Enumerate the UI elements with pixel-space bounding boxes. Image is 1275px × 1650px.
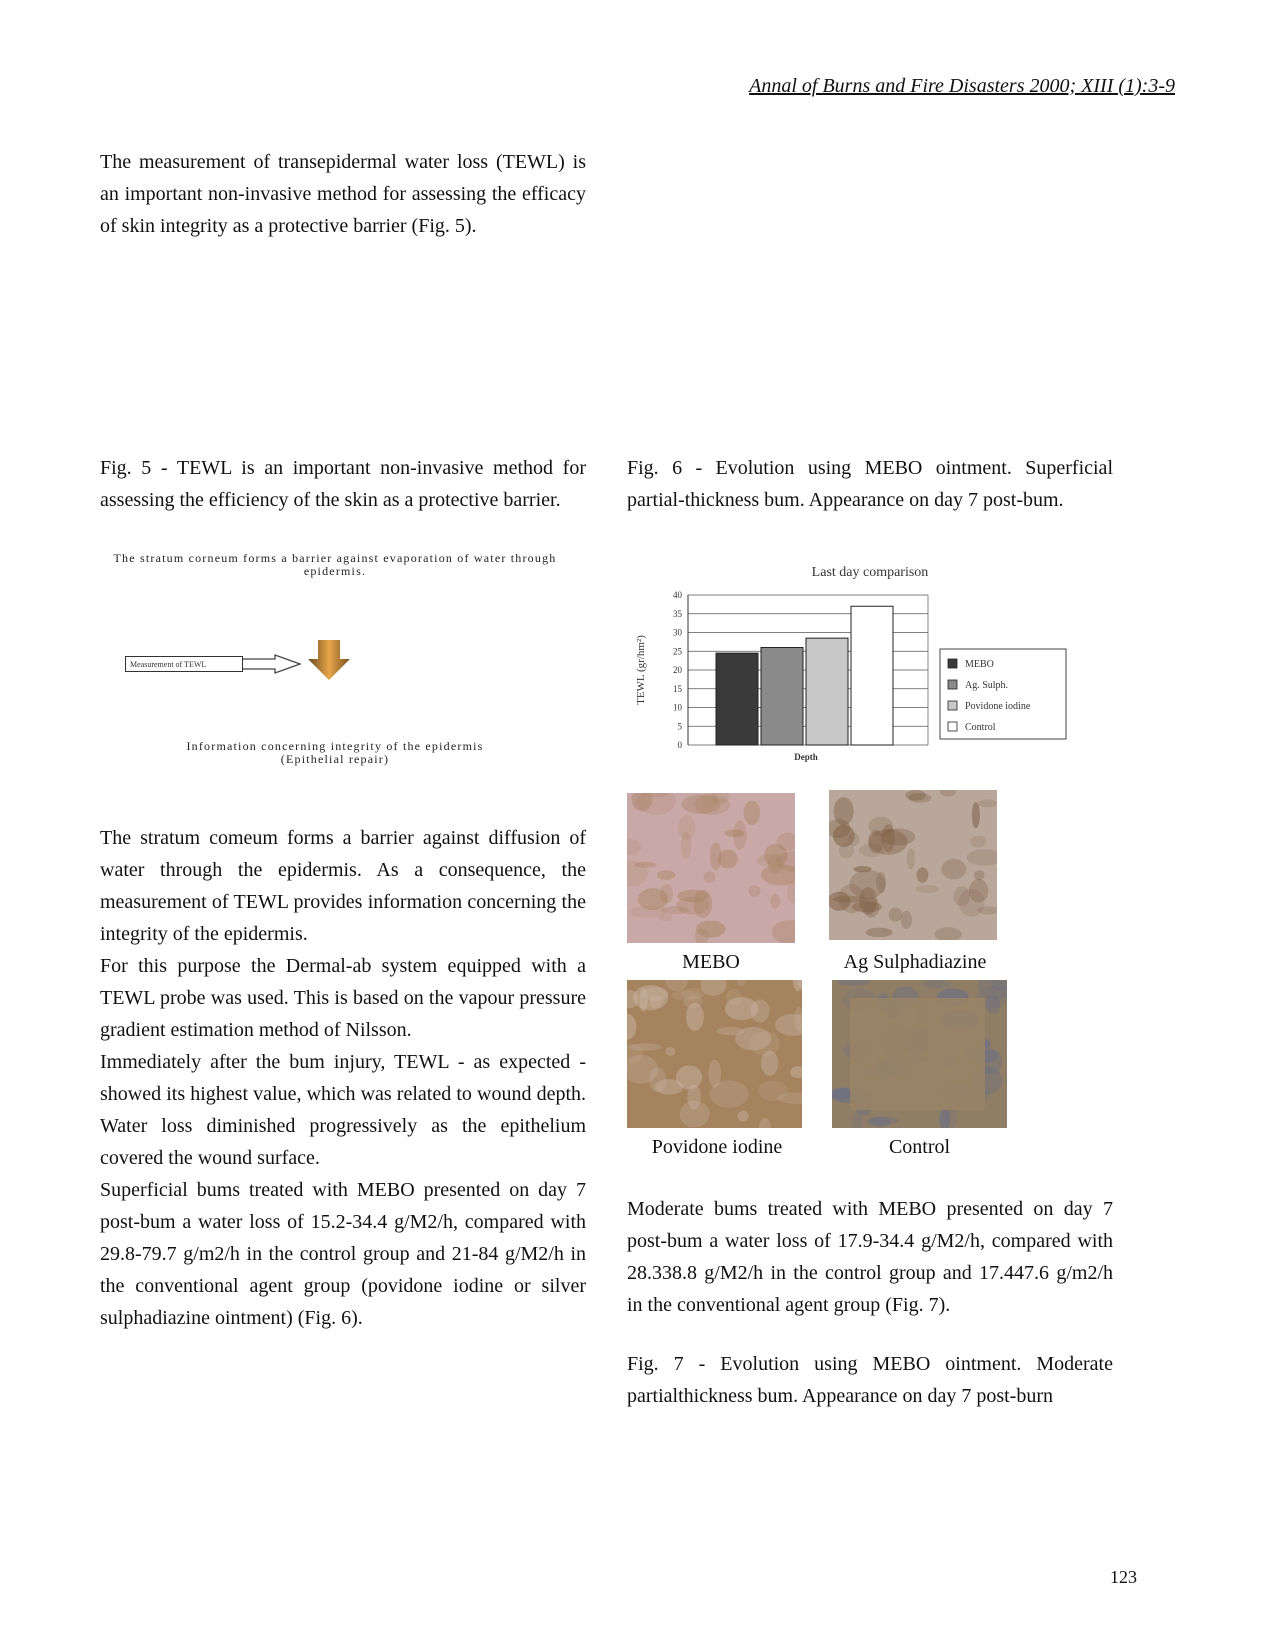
fig7-caption: Fig. 7 - Evolution using MEBO ointment. Moderate partialthickness bum. Appearance on day 7 post-burn: [627, 1353, 1113, 1407]
x-axis-label: Depth: [794, 752, 818, 762]
y-tick-label: 10: [673, 702, 682, 713]
chart-svg: [635, 565, 1120, 785]
bar-povidone-iodine: [806, 638, 848, 745]
photo-label: Ag Sulphadiazine: [843, 951, 987, 973]
photo-ag-sulphadiazine: [829, 790, 997, 940]
legend-box: [940, 649, 1066, 739]
photo-label: Povidone iodine: [651, 1136, 783, 1158]
intro-paragraph: The measurement of transepidermal water loss (TEWL) is an important non-invasive method for assessing the efficacy of skin integrity as a protective barrier (Fig. 5).: [100, 151, 586, 237]
body-paragraph: For this purpose the Dermal-ab system equipped with a TEWL probe was used. This is based on the vapour pressure gradient estimation method of Nilsson.: [100, 955, 586, 1041]
y-tick-label: 0: [677, 740, 682, 750]
legend-swatch: [948, 722, 957, 731]
bar-control: [851, 606, 893, 745]
y-axis-label: TEWL (gr/hm²): [635, 635, 647, 705]
legend-label: Ag. Sulph.: [965, 680, 1009, 691]
body-paragraph: The stratum comeum forms a barrier against diffusion of water through the epidermis. As a consequence, the measurement of TEWL provides information concerning the integrity of the epidermis.: [100, 827, 586, 945]
photo-povidone-iodine: [627, 980, 802, 1128]
legend-swatch: [948, 701, 957, 710]
fig5-measurement-box: Measurement of TEWL: [125, 656, 243, 672]
legend-label: MEBO: [965, 659, 994, 670]
body-paragraph: Immediately after the bum injury, TEWL - as expected - showed its highest value, which was related to wound depth. Water loss diminished progressively as the epithelium covered the wound surface.: [100, 1051, 586, 1169]
y-tick-label: 40: [673, 590, 682, 600]
y-tick-label: 30: [673, 627, 682, 638]
fig5-diagram: [105, 552, 605, 782]
tewl-chart: [635, 565, 1120, 785]
y-tick-label: 20: [673, 665, 682, 675]
fig6-caption: Fig. 6 - Evolution using MEBO ointment. Superficial partial-thickness bum. Appearance on day 7 post-bum.: [627, 457, 1113, 511]
fig5-bottom-text: [105, 740, 565, 766]
body-paragraph: Superficial bums treated with MEBO presented on day 7 post-bum a water loss of 15.2-34.4 g/M2/h, compared with 29.8-79.7 g/m2/h in the control group and 21-84 g/M2/h in the conventional agent group (povidone iodine or silver sulphadiazine ointment) (Fig. 6).: [100, 1179, 586, 1329]
bar-ag-sulph: [761, 648, 803, 746]
body-text: [100, 822, 586, 1334]
page-number: 123: [1110, 1567, 1137, 1587]
journal-header: Annal of Burns and Fire Disasters 2000; XIII (1):3-9: [749, 75, 1175, 97]
chart-title: Last day comparison: [811, 565, 929, 580]
legend-label: Povidone iodine: [965, 701, 1031, 712]
y-tick-label: 35: [673, 608, 682, 619]
photo-control: [832, 980, 1007, 1128]
fig5-bottom-line1: Information concerning integrity of the epidermis: [186, 739, 484, 753]
fig5-top-text: The stratum corneum forms a barrier against evaporation of water through epidermis.: [113, 551, 557, 578]
bar-mebo: [716, 653, 758, 745]
fig5-caption: Fig. 5 - TEWL is an important non-invasive method for assessing the efficiency of the skin as a protective barrier.: [100, 457, 586, 511]
photo-mebo: [627, 793, 795, 943]
fig5-bottom-line2: (Epithelial repair): [280, 752, 390, 766]
legend-label: Control: [965, 722, 996, 733]
right-paragraph: Moderate bums treated with MEBO presented on day 7 post-bum a water loss of 17.9-34.4 g/M2/h, compared with 28.338.8 g/M2/h in the control group and 17.447.6 g/m2/h in the conventional agent group (Fig. 7).: [627, 1198, 1113, 1316]
fig5-down-arrow: [308, 640, 350, 680]
y-tick-label: 15: [673, 683, 682, 694]
y-tick-label: 5: [677, 721, 682, 732]
fig5-right-arrow: [243, 655, 300, 673]
y-tick-label: 25: [673, 646, 682, 657]
legend-swatch: [948, 680, 957, 689]
photo-label: MEBO: [682, 951, 740, 973]
legend-swatch: [948, 659, 957, 668]
photo-label: Control: [888, 1136, 951, 1158]
